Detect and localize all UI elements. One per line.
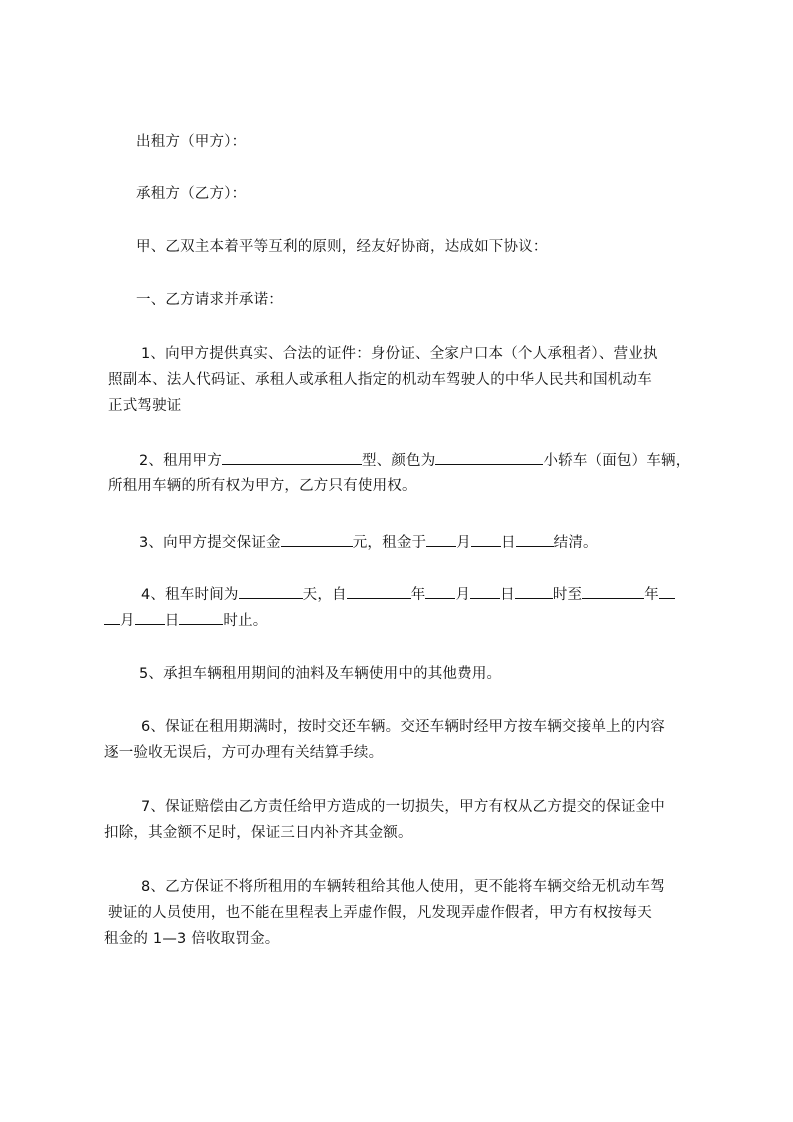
settle-blank[interactable]	[516, 532, 554, 547]
clause8-line1: 8、乙方保证不将所租用的车辆转租给其他人使用，更不能将车辆交给无机动车驾	[141, 879, 665, 895]
clause3-month: 月	[456, 535, 471, 551]
clause4-day2: 日	[164, 613, 180, 629]
lessor-line: 出租方（甲方）：	[136, 134, 247, 150]
clause7-line2: 扣除，其金额不足时，保证三日内补齐其金额。	[104, 825, 413, 841]
clause2-prefix: 2、租用甲方	[139, 453, 222, 469]
clause6-line1: 6、保证在租用期满时，按时交还车辆。交还车辆时经甲方按车辆交接单上的内容	[141, 719, 665, 735]
clause3-settle: 结清。	[553, 535, 598, 551]
clause4-line2	[104, 610, 268, 631]
section1-heading: 一、乙方请求并承诺：	[136, 292, 283, 308]
clause2-line1	[139, 450, 690, 471]
clause2-model-suffix: 型、颜色为	[361, 453, 436, 469]
clause4-prefix: 4、租车时间为	[141, 587, 239, 603]
vehicle-color-blank[interactable]	[435, 450, 543, 465]
clause2-vehicle-type: 小轿车（面包）车辆，	[543, 453, 691, 469]
start-hour-blank[interactable]	[515, 584, 553, 599]
clause3-day: 日	[500, 535, 516, 551]
clause4-year: 年	[410, 587, 426, 603]
clause3-line	[139, 532, 598, 553]
clause1-line2: 照副本、法人代码证、承租人或承租人指定的机动车驾驶人的中华人民共和国机动车	[108, 372, 652, 388]
rent-month-blank[interactable]	[426, 532, 456, 547]
end-year-blank[interactable]	[582, 584, 644, 599]
clause1-line1: 1、向甲方提供真实、合法的证件：身份证、全家户口本（个人承租者）、营业执	[141, 346, 658, 362]
end-month-blank-part1[interactable]	[659, 584, 675, 599]
start-year-blank[interactable]	[347, 584, 411, 599]
vehicle-model-blank[interactable]	[222, 450, 362, 465]
clause4-end: 时止。	[223, 613, 268, 629]
start-month-blank[interactable]	[425, 584, 455, 599]
clause7-line1: 7、保证赔偿由乙方责任给甲方造成的一切损失，甲方有权从乙方提交的保证金中	[141, 799, 665, 815]
clause4-days-from: 天，自	[302, 587, 347, 603]
clause4-month: 月	[455, 587, 471, 603]
clause4-time-to: 时至	[552, 587, 583, 603]
clause4-month2: 月	[120, 613, 135, 629]
rent-day-blank[interactable]	[471, 532, 501, 547]
clause3-prefix: 3、向甲方提交保证金	[139, 535, 281, 551]
end-month-blank-part2[interactable]	[104, 610, 120, 625]
clause4-line1	[141, 584, 675, 605]
clause6-line2: 逐一验收无误后，方可办理有关结算手续。	[104, 745, 384, 761]
end-day-blank[interactable]	[135, 610, 165, 625]
clause8-line2: 驶证的人员使用，也不能在里程表上弄虚作假，凡发现弄虚作假者，甲方有权按每天	[108, 905, 652, 921]
start-day-blank[interactable]	[470, 584, 500, 599]
clause5-line: 5、承担车辆租用期间的油料及车辆使用中的其他费用。	[139, 666, 502, 682]
clause1-line3: 正式驾驶证	[108, 398, 182, 414]
preamble: 甲、乙双主本着平等互利的原则，经友好协商，达成如下协议：	[136, 239, 548, 255]
rental-days-blank[interactable]	[239, 584, 303, 599]
lessee-line: 承租方（乙方）：	[136, 186, 247, 202]
clause8-line3: 租金的 1—3 倍收取罚金。	[104, 931, 280, 947]
end-hour-blank[interactable]	[179, 610, 223, 625]
clause2-line2: 所租用车辆的所有权为甲方，乙方只有使用权。	[108, 478, 417, 494]
deposit-amount-blank[interactable]	[281, 532, 353, 547]
clause4-year2: 年	[644, 587, 659, 603]
clause4-day: 日	[500, 587, 515, 603]
clause3-yuan: 元，租金于	[352, 535, 427, 551]
